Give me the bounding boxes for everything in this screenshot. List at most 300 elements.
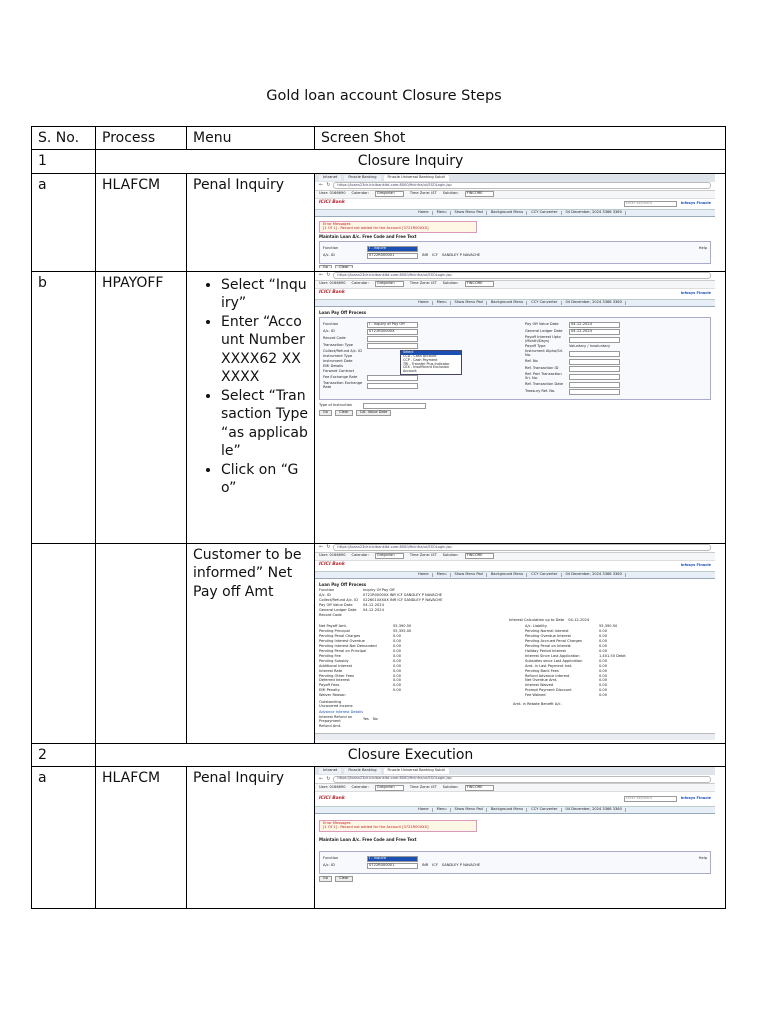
url-field: https://loans23dr.icicibankltd.com:8000/fininfra/ui/SSOLogin.jsp bbox=[333, 272, 711, 279]
currency-label: INR bbox=[422, 253, 429, 258]
refresh-icon: ↻ bbox=[326, 544, 331, 551]
menu-item: Background Menu bbox=[488, 211, 527, 215]
menu-item: Home bbox=[415, 808, 433, 812]
field-input bbox=[569, 374, 620, 380]
clear-button: Clear bbox=[335, 265, 352, 268]
refresh-icon: ↻ bbox=[326, 775, 331, 782]
detail-label: Interest Waived bbox=[525, 683, 554, 688]
header-sno: S. No. bbox=[32, 127, 96, 150]
refresh-icon: ↻ bbox=[326, 182, 331, 189]
form-row bbox=[319, 403, 711, 409]
solution-label: Solution: bbox=[442, 191, 459, 196]
detail-value: 0226010XXXX INR ICF SANDLEY P NAVACHE bbox=[363, 598, 443, 603]
screenshot-payoff-inquiry bbox=[315, 272, 715, 474]
detail-label: Waiver Reason bbox=[319, 693, 346, 698]
detail-value: 0.00 bbox=[599, 633, 608, 638]
transaction-type-select bbox=[367, 343, 418, 349]
browser-tab: Finacle Banking bbox=[344, 175, 380, 181]
context-bar bbox=[315, 191, 715, 199]
dropdown-option: CCA - Cash Account bbox=[403, 354, 437, 359]
menu-item: Show Menu Pad bbox=[452, 211, 487, 215]
address-bar bbox=[315, 182, 715, 191]
value-date-field: 04-12-2024 bbox=[569, 322, 620, 328]
table-row bbox=[32, 767, 726, 909]
refund-amt-label: Refund Amt. bbox=[319, 724, 342, 729]
back-icon: ← bbox=[319, 272, 324, 279]
detail-label: Pending Interest Not Demanded bbox=[319, 643, 377, 648]
address-bar bbox=[315, 544, 715, 553]
timezone-label: Time Zone: IST bbox=[409, 191, 437, 196]
user-label: User: 0166690 bbox=[319, 191, 346, 196]
form-row bbox=[323, 253, 707, 259]
field-label: Pay Off Value Date bbox=[525, 322, 559, 327]
field-input bbox=[569, 351, 620, 357]
step-item: • Enter “Account Number XXXX62 XXXXXX bbox=[221, 313, 308, 387]
detail-label: Pending Interest Overdue bbox=[319, 638, 365, 643]
dropdown-option: TRI - Transfer Plus Indicator bbox=[403, 361, 450, 366]
dropdown-option: CCP - Cash Payment bbox=[403, 357, 438, 362]
details-grid bbox=[319, 624, 711, 699]
error-title: Error Messages bbox=[323, 821, 351, 826]
header-menu: Menu bbox=[187, 127, 315, 150]
app-menu bbox=[315, 300, 715, 307]
detail-row bbox=[525, 689, 711, 693]
step-item: • Select “Inquiry” bbox=[221, 276, 308, 313]
currency-label: INR bbox=[422, 862, 429, 867]
acid-label: A/c. ID bbox=[323, 862, 335, 867]
calendar-label: Calendar: bbox=[351, 191, 369, 196]
section-title: Closure Execution bbox=[96, 743, 726, 766]
browser-tab: Finacle Universal Banking Soluti bbox=[384, 768, 449, 774]
context-bar bbox=[315, 784, 715, 792]
user-label: User: 0166690 bbox=[319, 553, 346, 558]
go-button: Go bbox=[319, 410, 332, 416]
acid-field: 0722R000001 bbox=[367, 253, 418, 259]
url-field: https://loans23dr.icicibankltd.com:8000/fininfra/ui/SSOLogin.jsp bbox=[333, 182, 711, 189]
detail-value: 0.00 bbox=[393, 648, 402, 653]
browser-tab: Intranet bbox=[319, 175, 341, 181]
detail-label: Subsidies since Last Application bbox=[525, 658, 583, 663]
calendar-select: Gregorian bbox=[375, 785, 404, 791]
form-row bbox=[323, 856, 707, 862]
instruction-label: Type of Instruction bbox=[319, 403, 353, 408]
solution-label: Solution: bbox=[442, 281, 459, 286]
back-icon: ← bbox=[319, 544, 324, 551]
function-select: I - Inquiry of Pay Off bbox=[367, 322, 418, 328]
form-row bbox=[323, 322, 505, 328]
detail-label: Function bbox=[319, 588, 335, 593]
menu-item: Home bbox=[415, 301, 433, 305]
form-row bbox=[509, 619, 711, 623]
user-label: User: 0166690 bbox=[319, 784, 346, 789]
refund-yes: Yes bbox=[363, 717, 369, 722]
field-input bbox=[569, 359, 620, 365]
detail-row bbox=[319, 689, 505, 693]
app-body bbox=[315, 217, 715, 268]
detail-value: 0.00 bbox=[393, 688, 402, 693]
field-label: Ref. Transaction ID bbox=[525, 366, 559, 371]
function-label: Function bbox=[323, 322, 339, 327]
field-label: Instrument Date bbox=[323, 359, 353, 364]
go-button: Go bbox=[319, 265, 332, 268]
payoff-form bbox=[319, 317, 711, 400]
refund-label: Interest Refund on Prepayment bbox=[319, 715, 353, 724]
acid-field: 0722R000001 bbox=[367, 863, 418, 869]
field-input bbox=[367, 383, 418, 389]
address-bar bbox=[315, 272, 715, 281]
detail-label: Net Payoff Amt. bbox=[319, 624, 348, 628]
timezone-label: Time Zone: IST bbox=[409, 553, 437, 558]
help-link: Help bbox=[698, 246, 707, 251]
acid-label: A/c. ID bbox=[323, 253, 335, 258]
browser-tab: Finacle Universal Banking Soluti bbox=[384, 175, 449, 181]
detail-row bbox=[319, 650, 505, 654]
detail-value: 04-12-2024 bbox=[363, 603, 384, 608]
detail-value: 0.00 bbox=[599, 673, 608, 678]
date-label: 04 December, 2024 3366 3360 bbox=[563, 808, 626, 812]
form-row bbox=[525, 350, 707, 358]
keyword-search: Enter Keyword bbox=[624, 201, 677, 207]
form-row bbox=[323, 863, 707, 869]
infosys-logo: Infosys Finacle bbox=[680, 200, 711, 205]
detail-label: Record Code bbox=[319, 613, 342, 618]
detail-value: 0.00 bbox=[599, 643, 608, 648]
url-field: https://loans23dr.icicibankltd.com:8000/fininfra/ui/SSOLogin.jsp bbox=[333, 776, 711, 783]
section-title: Closure Inquiry bbox=[96, 150, 726, 173]
detail-value: 0.00 bbox=[599, 678, 608, 683]
detail-value: 0.00 bbox=[599, 648, 608, 653]
form-heading: Loan Pay Off Process bbox=[319, 581, 367, 587]
detail-row bbox=[319, 665, 505, 669]
details-column bbox=[319, 624, 505, 699]
menu-item: Show Menu Pad bbox=[452, 573, 487, 577]
detail-value: 0.00 bbox=[393, 668, 402, 673]
detail-label: EMI Penalty bbox=[319, 688, 340, 693]
solution-select: FINCORE bbox=[465, 281, 494, 287]
detail-value: 0.00 bbox=[393, 633, 402, 638]
detail-label: Payoff Fees bbox=[319, 683, 340, 688]
field-label: Payoff Interest Upto (Month/Days) bbox=[525, 335, 561, 344]
payoff-type-radio: Voluntary / Involuntary bbox=[569, 344, 611, 349]
field-label: Transaction Exchange Rate bbox=[323, 381, 363, 390]
detail-value: 0.00 bbox=[393, 638, 402, 643]
field-input bbox=[569, 337, 620, 343]
detail-label: Net Overdue Amt. bbox=[525, 678, 558, 683]
solution-select: FINCORE bbox=[465, 785, 494, 791]
app-body bbox=[315, 307, 715, 418]
detail-row bbox=[319, 684, 505, 688]
closure-steps-table bbox=[31, 126, 726, 909]
outstanding-label: Outstanding Uncovered Income bbox=[319, 700, 353, 709]
instruction-select bbox=[363, 403, 426, 409]
detail-value: 0.00 bbox=[393, 678, 402, 683]
menu-item: Home bbox=[415, 211, 433, 215]
clear-button: Clear bbox=[335, 876, 352, 882]
detail-value: 0.00 bbox=[599, 688, 608, 693]
detail-label: Pending Fee bbox=[319, 653, 341, 658]
section-number: 1 bbox=[32, 150, 96, 173]
field-label: Collect/Refund A/c. ID bbox=[323, 349, 363, 354]
row-menu: Penal Inquiry bbox=[187, 767, 315, 909]
detail-value: 0.00 bbox=[393, 673, 402, 678]
row-process: HLAFCM bbox=[96, 173, 187, 271]
back-icon: ← bbox=[319, 775, 324, 782]
section-row bbox=[32, 150, 726, 173]
detail-label: Holiday Period Interest bbox=[525, 648, 566, 653]
detail-label: Amt. in Last Payment Inst. bbox=[525, 663, 573, 668]
table-header-row bbox=[32, 127, 726, 150]
field-input bbox=[569, 382, 620, 388]
menu-item: Menu bbox=[434, 301, 451, 305]
menu-item: CCY Converter bbox=[528, 301, 561, 305]
calendar-select: Gregorian bbox=[375, 281, 404, 287]
bank-logo: ICICI Bank bbox=[319, 795, 345, 801]
menu-item: Home bbox=[415, 573, 433, 577]
detail-row bbox=[525, 670, 711, 674]
row-process bbox=[96, 543, 187, 743]
clear-button: Clear bbox=[335, 410, 352, 416]
taskbar bbox=[315, 733, 715, 740]
detail-value: 0.00 bbox=[393, 653, 402, 658]
excess-label: Amt. in Rebate Benefit A/c. bbox=[513, 702, 562, 707]
bank-logo: ICICI Bank bbox=[319, 200, 345, 206]
row-process: HLAFCM bbox=[96, 767, 187, 909]
timezone-label: Time Zone: IST bbox=[409, 281, 437, 286]
bank-logo: ICICI Bank bbox=[319, 562, 345, 568]
error-box bbox=[319, 221, 477, 233]
row-menu: Penal Inquiry bbox=[187, 173, 315, 271]
detail-label: Pending Normal Interest bbox=[525, 628, 569, 633]
menu-item: Background Menu bbox=[488, 573, 527, 577]
solution-select: FINCORE bbox=[465, 191, 494, 197]
menu-item: Menu bbox=[434, 573, 451, 577]
detail-label: Deferred Interest bbox=[319, 678, 350, 683]
row-sno: a bbox=[32, 767, 96, 909]
field-label: Fee Exchange Rate bbox=[323, 375, 358, 380]
calendar-label: Calendar: bbox=[351, 281, 369, 286]
screenshot-cell bbox=[315, 767, 726, 909]
solution-select: FINCORE bbox=[465, 553, 494, 559]
field-label: EMI Details bbox=[323, 364, 344, 369]
menu-item: Background Menu bbox=[488, 301, 527, 305]
browser-tab: Finacle Banking bbox=[344, 768, 380, 774]
detail-label: Interest Since Last Application bbox=[525, 653, 580, 658]
form-row bbox=[525, 336, 707, 344]
field-input bbox=[569, 366, 620, 372]
header-process: Process bbox=[96, 127, 187, 150]
detail-value: 04-12-2024 bbox=[363, 608, 384, 613]
function-select: I - Inquire bbox=[367, 856, 418, 862]
error-title: Error Messages bbox=[323, 221, 351, 226]
acid-label: A/c. ID bbox=[323, 329, 335, 334]
detail-value: 0.00 bbox=[599, 638, 608, 643]
table-row bbox=[32, 271, 726, 543]
form-row bbox=[525, 389, 707, 395]
detail-row bbox=[525, 694, 711, 698]
row-sno bbox=[32, 543, 96, 743]
context-bar bbox=[315, 553, 715, 561]
field-label: Payoff Type bbox=[525, 344, 546, 349]
detail-value: 0721R00000X INR ICF SANDLEY P NAVACHE bbox=[363, 593, 443, 598]
detail-label: Pending Penal on Principal bbox=[319, 648, 367, 653]
detail-label: Collect/Refund A/c. ID bbox=[319, 598, 359, 603]
screenshot-cell bbox=[315, 543, 726, 743]
detail-value: 55,390.50 bbox=[599, 624, 618, 628]
field-label: Ref. Transaction Date bbox=[525, 382, 564, 387]
menu-item: Show Menu Pad bbox=[452, 301, 487, 305]
detail-value: 55,355.00 bbox=[393, 628, 412, 633]
menu-item: Show Menu Pad bbox=[452, 808, 487, 812]
steps-list bbox=[193, 276, 308, 498]
field-label: General Ledger Date bbox=[525, 329, 563, 334]
field-input bbox=[569, 389, 620, 395]
calc-label: Interest Calculation up to Date bbox=[509, 618, 565, 623]
scheme-label: ICF bbox=[432, 862, 438, 867]
form-row bbox=[525, 359, 707, 365]
acid-field: 0721R00000X bbox=[367, 329, 418, 335]
inquiry-form bbox=[319, 851, 711, 874]
form-row bbox=[525, 373, 707, 381]
dropdown-option: CEX - Insufficient Exclusion Account bbox=[403, 365, 449, 373]
screenshot-cell bbox=[315, 173, 726, 271]
detail-value: Inquiry Of Pay Off bbox=[363, 588, 395, 593]
refund-no: No bbox=[372, 717, 378, 722]
detail-label: Pending Accrued Penal Charges bbox=[525, 638, 582, 643]
form-row bbox=[323, 329, 505, 335]
field-label: Ref. No bbox=[525, 359, 538, 364]
gl-date-field: 04-12-2024 bbox=[569, 329, 620, 335]
transaction-type-dropdown bbox=[400, 350, 462, 374]
address-bar bbox=[315, 775, 715, 784]
solution-label: Solution: bbox=[442, 784, 459, 789]
browser-tab: Intranet bbox=[319, 768, 341, 774]
section-number: 2 bbox=[32, 743, 96, 766]
form-row bbox=[319, 725, 711, 729]
function-label: Function bbox=[323, 246, 339, 251]
detail-label: Pending Overdue Interest bbox=[525, 633, 571, 638]
url-field: https://loans23dr.icicibankltd.com:8000/fininfra/ui/SSOLogin.jsp bbox=[333, 544, 711, 551]
payoff-right-column bbox=[525, 321, 707, 396]
screenshot-penal-inquiry-execution bbox=[315, 767, 715, 905]
brand-bar bbox=[315, 289, 715, 300]
infosys-logo: Infosys Finacle bbox=[680, 796, 711, 801]
menu-item: CCY Converter bbox=[528, 573, 561, 577]
go-button: Go bbox=[319, 876, 332, 882]
detail-value: 0.00 bbox=[599, 693, 608, 698]
calc-value: 04-12-2024 bbox=[568, 618, 590, 623]
detail-value: 0.00 bbox=[599, 663, 608, 668]
form-heading: Loan Pay Off Process bbox=[319, 309, 367, 315]
scheme-label: ICF bbox=[432, 253, 438, 258]
calendar-select: Gregorian bbox=[375, 553, 404, 559]
payoff-grid bbox=[323, 321, 707, 396]
menu-item: CCY Converter bbox=[528, 808, 561, 812]
section-row bbox=[32, 743, 726, 766]
screenshot-payoff-details bbox=[315, 544, 715, 740]
field-label: Transaction Type bbox=[323, 343, 353, 348]
menu-item: Menu bbox=[434, 808, 451, 812]
page-title: Gold loan account Closure Steps bbox=[266, 88, 502, 104]
details-top bbox=[319, 589, 711, 618]
screenshot-penal-inquiry bbox=[315, 174, 715, 268]
screenshot-cell bbox=[315, 271, 726, 543]
details-column bbox=[525, 624, 711, 699]
solution-label: Solution: bbox=[442, 553, 459, 558]
detail-label: A/c. Liability bbox=[525, 624, 547, 628]
detail-row bbox=[525, 665, 711, 669]
form-heading: Maintain Loan A/c. Free Code and Free Text bbox=[319, 233, 417, 239]
step-item: • Click on “Go” bbox=[221, 461, 308, 498]
row-menu: Customer to be informed” Net Pay off Amt bbox=[187, 543, 315, 743]
detail-label: Pay Off Value Date bbox=[319, 603, 353, 608]
customer-name: SANDLEY P NAVACHE bbox=[441, 862, 481, 867]
table-row bbox=[32, 543, 726, 743]
detail-row bbox=[319, 694, 505, 698]
calendar-label: Calendar: bbox=[351, 784, 369, 789]
detail-row bbox=[319, 679, 505, 683]
browser-tabs bbox=[315, 767, 715, 775]
menu-item: Menu bbox=[434, 211, 451, 215]
table-row bbox=[32, 173, 726, 271]
detail-value: 0.00 bbox=[393, 658, 402, 663]
detail-row bbox=[319, 670, 505, 674]
function-select: I - Inquire bbox=[367, 246, 418, 252]
brand-bar bbox=[315, 792, 715, 807]
field-label: Instrument Alpha/Srl. No. bbox=[525, 349, 564, 358]
brand-bar bbox=[315, 199, 715, 210]
detail-label: General Ledger Date bbox=[319, 608, 357, 613]
function-label: Function bbox=[323, 855, 339, 860]
detail-row bbox=[319, 609, 711, 613]
field-input bbox=[367, 375, 418, 381]
calendar-select: Gregorian bbox=[375, 191, 404, 197]
error-text: [1 Of 1] - Record not added for the Account [3721R00XXX] bbox=[323, 225, 429, 230]
detail-label: A/c. ID bbox=[319, 593, 331, 598]
row-sno: b bbox=[32, 271, 96, 543]
menu-item: Background Menu bbox=[488, 808, 527, 812]
back-icon: ← bbox=[319, 182, 324, 189]
timezone-label: Time Zone: IST bbox=[409, 784, 437, 789]
detail-value: 0.00 bbox=[599, 668, 608, 673]
bank-logo: ICICI Bank bbox=[319, 290, 345, 296]
form-heading: Maintain Loan A/c. Free Code and Free Text bbox=[319, 837, 417, 843]
context-bar bbox=[315, 281, 715, 289]
customer-name: SANDLEY P NAVACHE bbox=[441, 253, 481, 258]
detail-value: 0.00 bbox=[393, 663, 402, 668]
form-row bbox=[319, 716, 711, 724]
detail-value: 0.00 bbox=[599, 628, 608, 633]
error-text: [1 Of 1] - Record not added for the Account [3721R00XXX] bbox=[323, 825, 429, 830]
detail-label: Pending Other Fees bbox=[319, 673, 355, 678]
help-link: Help bbox=[698, 855, 707, 860]
cal-value-date-button: Cal. Value Date bbox=[356, 410, 392, 416]
field-label: Ref. Part Transaction Srl. No. bbox=[525, 372, 562, 381]
detail-value: 1,401.50 Debit bbox=[599, 653, 626, 658]
detail-label: Prompt Payment Discount bbox=[525, 688, 572, 693]
keyword-search: Enter Keyword bbox=[624, 796, 677, 802]
row-menu bbox=[187, 271, 315, 543]
detail-label: Pending Subsidy bbox=[319, 658, 349, 663]
infosys-logo: Infosys Finacle bbox=[680, 290, 711, 295]
app-body bbox=[315, 579, 715, 732]
form-row bbox=[323, 336, 505, 342]
calendar-label: Calendar: bbox=[351, 553, 369, 558]
form-row bbox=[323, 382, 505, 390]
error-box bbox=[319, 820, 477, 832]
detail-value: 0.00 bbox=[393, 683, 402, 688]
form-row bbox=[319, 701, 711, 709]
form-row bbox=[525, 382, 707, 388]
